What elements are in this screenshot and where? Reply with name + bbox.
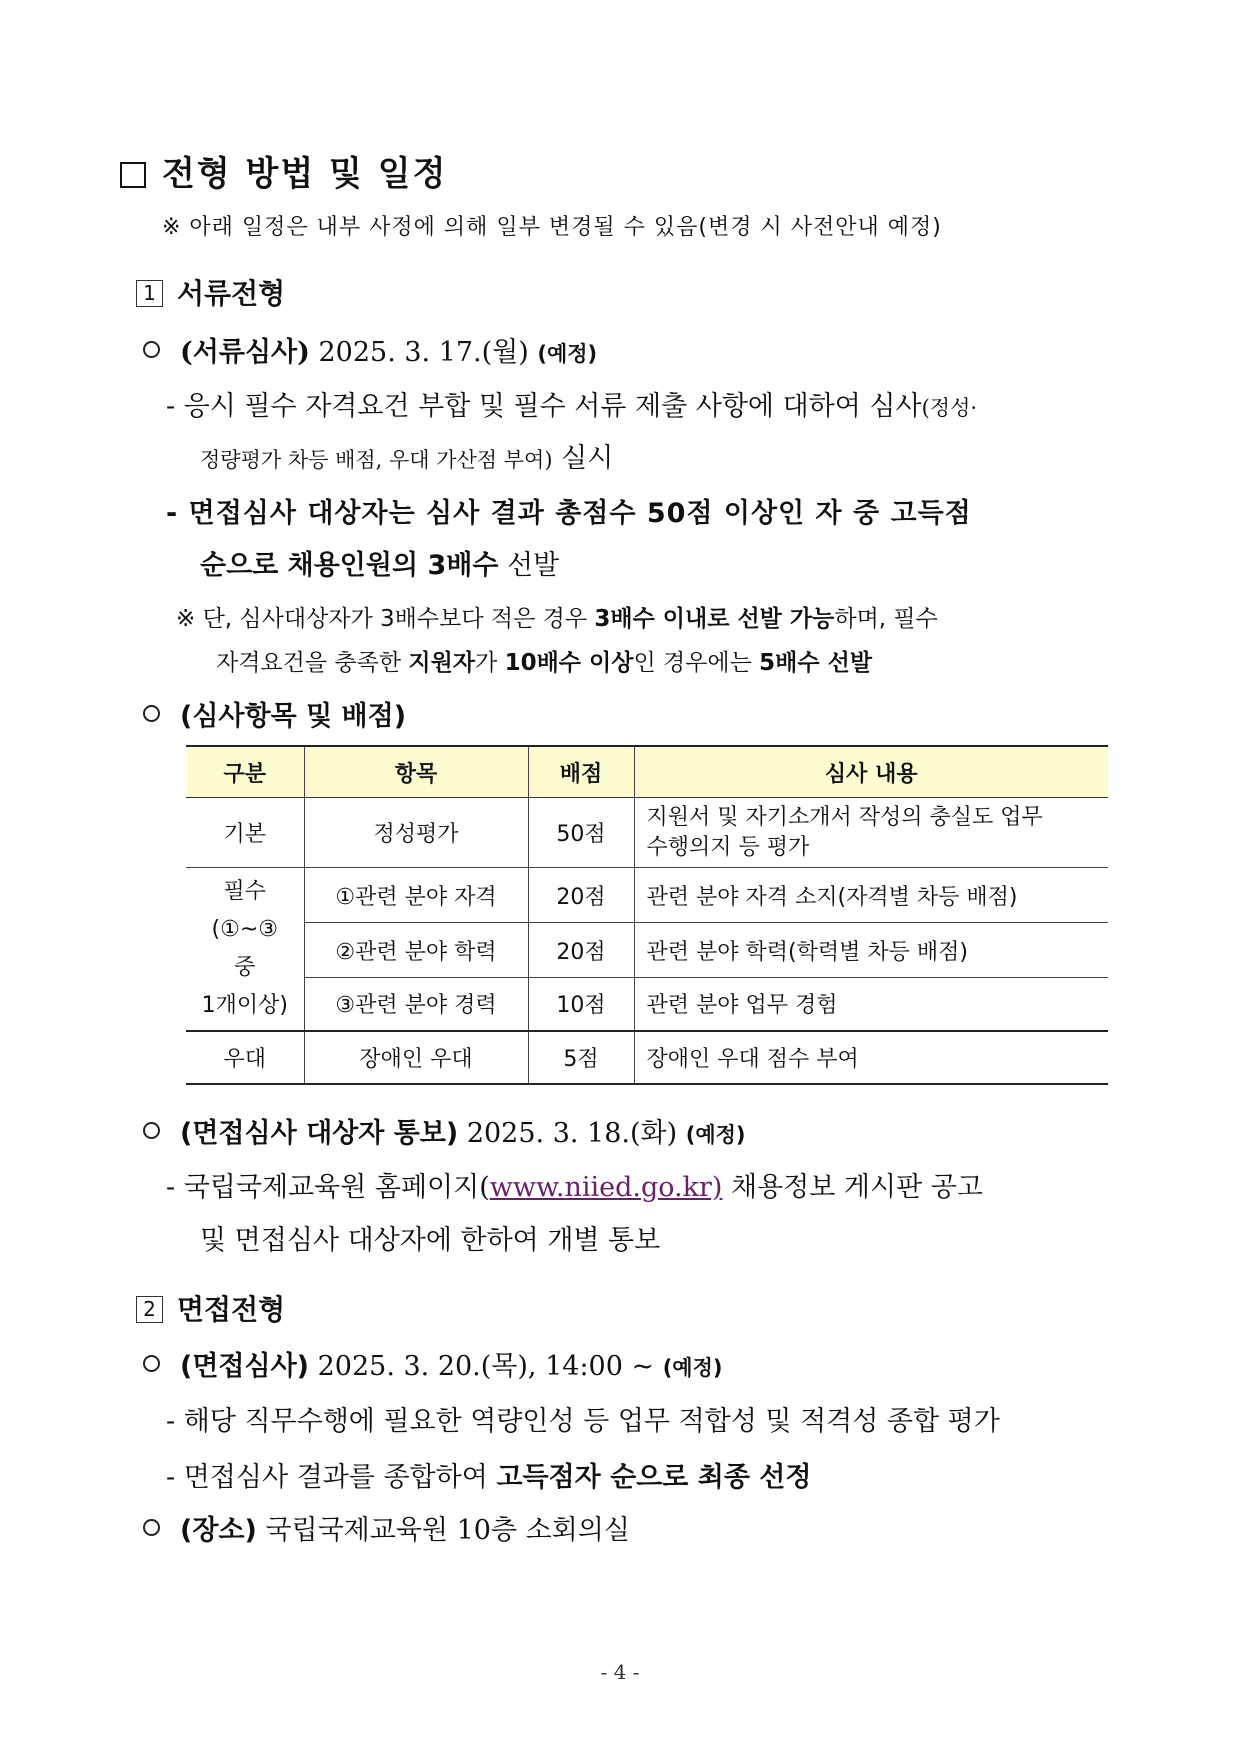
interview-place: (장소) 국립국제교육원 10층 소회의실 <box>143 1508 630 1547</box>
cell-item: ②관련 분야 학력 <box>304 923 528 978</box>
header-content: 심사 내용 <box>634 746 1108 798</box>
interview-schedule: (면접심사) 2025. 3. 20.(목), 14:00 ~ (예정) <box>143 1344 722 1383</box>
circle-bullet-icon <box>143 1122 160 1139</box>
cell-content: 관련 분야 업무 경험 <box>634 978 1108 1031</box>
cell-category-required: 필수 (①~③ 중 1개이상) <box>186 868 304 1031</box>
section-title: 전형 방법 및 일정 <box>120 146 447 195</box>
table-row <box>186 1031 1108 1084</box>
circle-bullet-icon <box>143 1519 160 1536</box>
stage2-title: 2 면접전형 <box>136 1288 285 1328</box>
notify-desc-line2: 및 면접심사 대상자에 한하여 개별 통보 <box>200 1225 661 1256</box>
criteria-heading: (심사항목 및 배점) <box>143 694 406 733</box>
cell-category: 기본 <box>186 798 304 868</box>
stage2-number: 2 <box>136 1296 163 1323</box>
selection-note-line2: 자격요건을 충족한 지원자가 10배수 이상인 경우에는 5배수 선발 <box>216 650 873 676</box>
header-score: 배점 <box>528 746 634 798</box>
circle-bullet-icon <box>143 1355 160 1372</box>
cell-content: 관련 분야 자격 소지(자격별 차등 배점) <box>634 868 1108 923</box>
cell-item: ③관련 분야 경력 <box>304 978 528 1031</box>
cell-item: 정성평가 <box>304 798 528 868</box>
cell-content: 장애인 우대 점수 부여 <box>634 1031 1108 1084</box>
cell-score: 50점 <box>528 798 634 868</box>
header-item: 항목 <box>304 746 528 798</box>
cell-category: 우대 <box>186 1031 304 1084</box>
review-schedule: (서류심사) 2025. 3. 17.(월) (예정) <box>143 330 597 369</box>
selection-rule-line2: 순으로 채용인원의 3배수 선발 <box>200 550 560 581</box>
cell-score: 5점 <box>528 1031 634 1084</box>
cell-item: ①관련 분야 자격 <box>304 868 528 923</box>
table-row <box>186 978 1108 1031</box>
stage1-number: 1 <box>136 280 163 307</box>
review-desc-line2: 정량평가 차등 배점, 우대 가산점 부여) 실시 <box>200 443 614 474</box>
cell-score: 20점 <box>528 868 634 923</box>
cell-score: 10점 <box>528 978 634 1031</box>
cell-score: 20점 <box>528 923 634 978</box>
homepage-link[interactable]: www.niied.go.kr) <box>489 1172 723 1203</box>
review-desc-line1: - 응시 필수 자격요건 부합 및 필수 서류 제출 사항에 대하여 심사(정성· <box>166 391 978 422</box>
cell-content: 지원서 및 자기소개서 작성의 충실도 업무 수행의지 등 평가 <box>634 798 1108 868</box>
cell-content: 관련 분야 학력(학력별 차등 배점) <box>634 923 1108 978</box>
stage1-title: 1 서류전형 <box>136 272 285 312</box>
selection-note-line1: ※ 단, 심사대상자가 3배수보다 적은 경우 3배수 이내로 선발 가능하며, 필수 <box>176 606 938 632</box>
table-row <box>186 798 1108 868</box>
header-category: 구분 <box>186 746 304 798</box>
table-row <box>186 868 1108 923</box>
checkbox-square-icon <box>120 162 146 188</box>
circle-bullet-icon <box>143 341 160 358</box>
page-number: - 4 - <box>600 1660 640 1684</box>
schedule-note: ※ 아래 일정은 내부 사정에 의해 일부 변경될 수 있음(변경 시 사전안내 예정) <box>162 215 942 240</box>
circle-bullet-icon <box>143 705 160 722</box>
selection-rule-line1: - 면접심사 대상자는 심사 결과 총점수 50점 이상인 자 중 고득점 <box>166 498 972 529</box>
interview-desc-1: - 해당 직무수행에 필요한 역량인성 등 업무 적합성 및 적격성 종합 평가 <box>166 1406 1000 1437</box>
table-header-row <box>186 746 1108 798</box>
criteria-table <box>186 745 1108 1085</box>
cell-item: 장애인 우대 <box>304 1031 528 1084</box>
notify-desc-line1: - 국립국제교육원 홈페이지(www.niied.go.kr) 채용정보 게시판 공고 <box>166 1172 983 1203</box>
table-row <box>186 923 1108 978</box>
notify-schedule: (면접심사 대상자 통보) 2025. 3. 18.(화) (예정) <box>143 1111 746 1150</box>
interview-desc-2: - 면접심사 결과를 종합하여 고득점자 순으로 최종 선정 <box>166 1462 812 1493</box>
